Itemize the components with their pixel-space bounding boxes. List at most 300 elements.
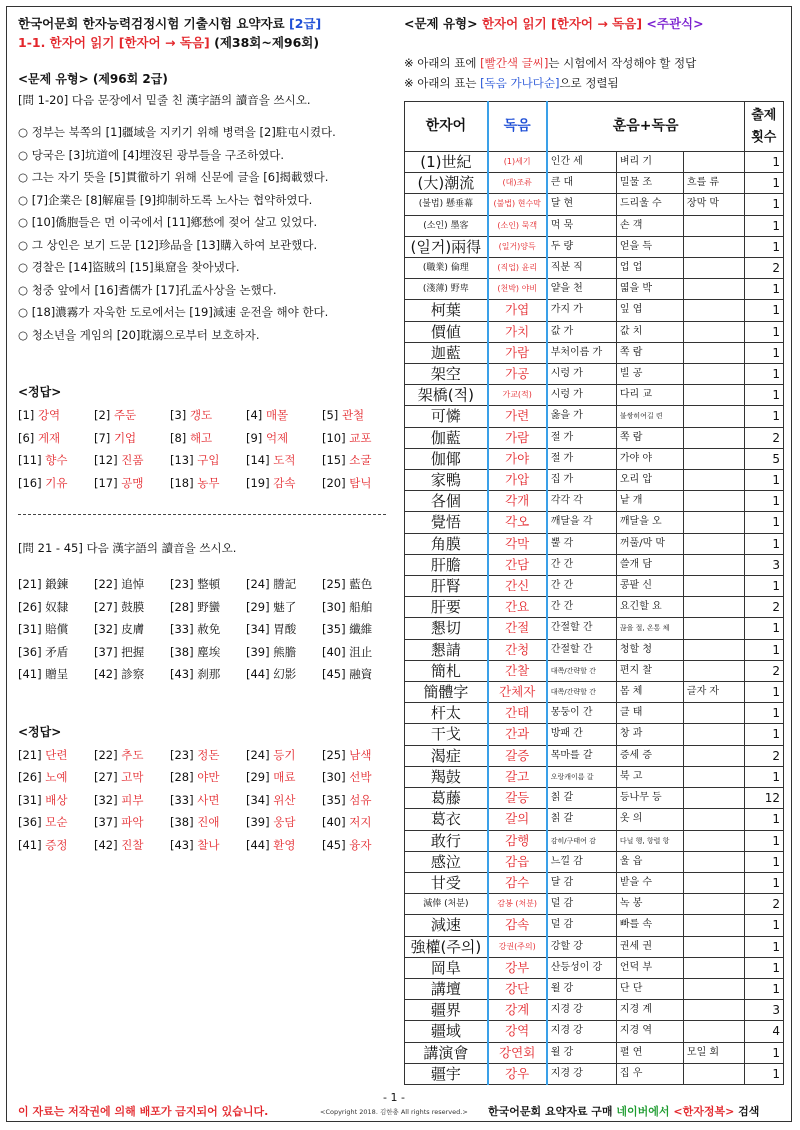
answer-item: [18, 427, 94, 450]
question-item: [170, 618, 246, 641]
cell-meaning-2: 업 업: [616, 258, 683, 279]
cell-reading: 감속: [488, 915, 547, 936]
cell-meaning-2: 지경 계: [616, 1000, 683, 1021]
table-row: [405, 766, 784, 787]
item-number: [37]: [94, 644, 118, 659]
item-answer: 환영: [273, 837, 296, 852]
cell-hanja: 強權(주의): [405, 936, 488, 957]
item-number: [1]: [18, 408, 35, 422]
answer-item: [170, 404, 246, 427]
cell-count: 1: [744, 364, 783, 385]
item-answer: 모순: [45, 815, 68, 829]
answer-item: [94, 404, 170, 427]
cell-count: 1: [744, 936, 783, 957]
item-number: [24]: [246, 747, 270, 762]
cell-reading: 간요: [488, 597, 547, 618]
cell-count: 1: [744, 915, 783, 936]
table-row: [405, 321, 784, 342]
cell-meaning-3: [683, 1063, 744, 1084]
item-answer: 융자: [349, 837, 372, 852]
cell-meaning-1: 강할 강: [547, 936, 617, 957]
header-meaning: 훈음+독음: [547, 102, 744, 152]
item-answer: 주둔: [113, 408, 137, 422]
item-number: [12]: [94, 453, 118, 467]
item-answer: 저지: [349, 815, 372, 829]
table-row: [405, 703, 784, 724]
cell-meaning-1: 방패 간: [547, 724, 617, 745]
cell-meaning-3: [683, 978, 744, 999]
header-reading: 독음: [488, 102, 547, 152]
item-number: [40]: [322, 644, 346, 659]
answer-item: [170, 811, 246, 834]
cell-meaning-3: 흐를 류: [683, 173, 744, 194]
item-answer: 게재: [37, 430, 61, 445]
question-item: [94, 618, 170, 641]
cell-meaning-2: 쪽 람: [616, 427, 683, 448]
item-answer: 관철: [341, 408, 365, 422]
item-number: [39]: [246, 815, 270, 829]
cell-meaning-3: [683, 512, 744, 533]
cell-meaning-3: [683, 830, 744, 851]
cell-count: 1: [744, 682, 783, 703]
table-row: [405, 470, 784, 491]
cell-count: 1: [744, 512, 783, 533]
table-row: [405, 788, 784, 809]
cell-meaning-3: [683, 1021, 744, 1042]
cell-reading: 강권(주의): [488, 936, 547, 957]
question-sentence: ○ 청소년을 게임의 [20]耽溺으로부터 보호하자.: [18, 327, 260, 342]
cell-hanja: 敢行: [405, 830, 488, 851]
item-number: [32]: [94, 792, 118, 807]
cell-meaning-1: 인간 세: [547, 152, 617, 173]
table-row: [405, 300, 784, 321]
answer-item: [246, 404, 322, 427]
item-number: [45]: [322, 667, 346, 681]
answer-item: [18, 766, 94, 789]
table-row: [405, 427, 784, 448]
cell-reading: 강연회: [488, 1042, 547, 1063]
cell-count: 2: [744, 258, 783, 279]
cell-reading: 감수: [488, 872, 547, 893]
cell-reading: 감읍: [488, 851, 547, 872]
item-answer: 농무: [197, 475, 220, 490]
cell-meaning-1: 간절할 간: [547, 618, 617, 639]
item-word: 赦免: [197, 622, 221, 636]
item-answer: 구입: [197, 453, 220, 467]
cell-hanja: 伽倻: [405, 448, 488, 469]
answer-item: [322, 472, 396, 495]
cell-meaning-3: [683, 342, 744, 363]
item-number: [3]: [170, 408, 187, 422]
cell-meaning-2: 낱 개: [616, 491, 683, 512]
cell-count: 1: [744, 576, 783, 597]
cell-meaning-3: [683, 618, 744, 639]
answer-item: [170, 834, 246, 857]
left-column: [18, 14, 396, 856]
cell-meaning-3: [683, 766, 744, 787]
item-number: [31]: [18, 622, 42, 636]
level-badge: [2급]: [289, 16, 322, 31]
cell-count: 1: [744, 724, 783, 745]
item-answer: 노예: [45, 770, 68, 784]
cell-count: 1: [744, 766, 783, 787]
item-number: [29]: [246, 599, 270, 614]
table-header-row: [405, 102, 784, 152]
item-word: 奴隸: [45, 599, 69, 614]
cell-count: 1: [744, 978, 783, 999]
cell-count: 2: [744, 894, 783, 915]
cell-count: 2: [744, 427, 783, 448]
cell-meaning-1: 오랑캐이름 갈: [547, 766, 617, 787]
question-item: [18, 573, 94, 596]
table-row: [405, 618, 784, 639]
table-row: [405, 894, 784, 915]
item-number: [38]: [170, 644, 194, 659]
purchase-text: 한국어문회 요약자료 구매: [488, 1105, 613, 1118]
cell-count: 3: [744, 554, 783, 575]
cell-meaning-3: [683, 851, 744, 872]
question-item: [246, 596, 322, 619]
cell-meaning-1: 각각 각: [547, 491, 617, 512]
cell-reading: 감행: [488, 830, 547, 851]
table-row: [405, 682, 784, 703]
item-word: 幻影: [273, 667, 297, 681]
cell-meaning-1: 산등성이 강: [547, 957, 617, 978]
cell-meaning-1: 두 량: [547, 236, 617, 257]
cell-meaning-3: [683, 300, 744, 321]
cell-meaning-2: 울 읍: [616, 851, 683, 872]
cell-meaning-2: 펼 연: [616, 1042, 683, 1063]
question-sentence: ○ [7]企業은 [8]解雇를 [9]抑制하도록 노사는 협약하였다.: [18, 192, 313, 207]
item-number: [41]: [18, 667, 42, 681]
cell-meaning-1: 직분 직: [547, 258, 617, 279]
item-answer: 단련: [45, 747, 68, 762]
item-number: [26]: [18, 770, 42, 784]
question-sentence: ○ 당국은 [3]坑道에 [4]埋沒된 광부들을 구조하였다.: [18, 147, 285, 162]
cell-meaning-2: 받을 수: [616, 872, 683, 893]
item-answer: 배상: [45, 792, 68, 807]
item-answer: 공맹: [121, 475, 144, 490]
question-item: [246, 641, 322, 664]
question-item: [170, 596, 246, 619]
cell-count: 1: [744, 300, 783, 321]
answer-item: [322, 811, 396, 834]
copyright-small: <Copyright 2018. 김한충 All rights reserved.>: [320, 1108, 468, 1116]
item-number: [34]: [246, 622, 270, 636]
cell-count: 3: [744, 1000, 783, 1021]
cell-meaning-2: 끊을 절, 온통 체: [616, 618, 683, 639]
item-answer: 야만: [197, 770, 220, 784]
cell-meaning-2: 몸 체: [616, 682, 683, 703]
item-word: 鍛鍊: [45, 577, 69, 591]
item-answer: 진애: [197, 815, 220, 829]
item-answer: 기업: [113, 430, 137, 445]
cell-meaning-1: 대쪽/간략할 간: [547, 660, 617, 681]
cell-meaning-3: [683, 576, 744, 597]
item-word: 塵埃: [197, 644, 221, 659]
cell-reading: (천박) 야비: [488, 279, 547, 300]
table-row: [405, 152, 784, 173]
cell-count: 1: [744, 703, 783, 724]
cell-reading: 가압: [488, 470, 547, 491]
section-title-main: 1-1. 한자어 읽기 [한자어 → 독음]: [18, 35, 210, 50]
cell-hanja: 可憐: [405, 406, 488, 427]
question-sentence: ○ 경찰은 [14]盜賊의 [15]巢窟을 찾아냈다.: [18, 260, 240, 274]
table-row: [405, 660, 784, 681]
cell-reading: 강단: [488, 978, 547, 999]
cell-meaning-2: 편지 찰: [616, 660, 683, 681]
item-number: [30]: [322, 599, 346, 614]
cell-meaning-3: [683, 724, 744, 745]
question-item: [18, 618, 94, 641]
table-row: [405, 957, 784, 978]
item-number: [22]: [94, 577, 118, 591]
cell-reading: 감봉 (처분): [488, 894, 547, 915]
purchase-info: [488, 1103, 759, 1119]
answer-item: [94, 811, 170, 834]
item-answer: 향수: [45, 453, 68, 467]
table-row: [405, 1000, 784, 1021]
cell-meaning-3: [683, 597, 744, 618]
cell-meaning-2: 다닐 행, 항렬 항: [616, 830, 683, 851]
item-number: [41]: [18, 837, 42, 852]
table-row: [405, 236, 784, 257]
item-number: [44]: [246, 837, 270, 852]
item-number: [31]: [18, 792, 42, 807]
cell-reading: 갈등: [488, 788, 547, 809]
item-number: [24]: [246, 577, 270, 591]
cell-reading: 간청: [488, 639, 547, 660]
item-answer: 파악: [121, 815, 144, 829]
cell-hanja: (大)潮流: [405, 173, 488, 194]
table-row: [405, 364, 784, 385]
item-answer: 증정: [45, 837, 68, 852]
cell-meaning-1: 감히/구태여 감: [547, 830, 617, 851]
cell-count: 1: [744, 872, 783, 893]
cell-meaning-2: 밀물 조: [616, 173, 683, 194]
item-number: [20]: [322, 475, 346, 490]
cell-meaning-3: [683, 152, 744, 173]
cell-hanja: (소인) 墨客: [405, 215, 488, 236]
cell-count: 1: [744, 321, 783, 342]
question-item: [246, 573, 322, 596]
question-item: [246, 618, 322, 641]
cell-count: 1: [744, 1042, 783, 1063]
cell-count: 1: [744, 851, 783, 872]
answer-item: [170, 789, 246, 812]
cell-count: 1: [744, 1063, 783, 1084]
cell-meaning-2: 쓸개 담: [616, 554, 683, 575]
cell-reading: 간신: [488, 576, 547, 597]
cell-count: 1: [744, 385, 783, 406]
answer-item: [18, 834, 94, 857]
question-sentence: ○ 정부는 북쪽의 [1]疆域을 지키기 위해 병력을 [2]駐屯시켰다.: [18, 125, 336, 139]
cell-reading: 간체자: [488, 682, 547, 703]
cell-meaning-2: 빌 공: [616, 364, 683, 385]
cell-count: 1: [744, 957, 783, 978]
table-row: [405, 830, 784, 851]
answer-item: [18, 404, 94, 427]
item-word: 鼓膜: [121, 599, 145, 614]
vocabulary-table: [404, 101, 784, 1085]
right-column: [404, 14, 788, 1083]
item-answer: 기유: [45, 475, 68, 490]
answer-item: [246, 472, 322, 495]
cell-reading: 각오: [488, 512, 547, 533]
right-title: [404, 14, 788, 34]
item-answer: 갱도: [189, 408, 213, 422]
question-item: [94, 663, 170, 686]
section-title: [18, 33, 396, 53]
answer-item: [18, 789, 94, 812]
cell-meaning-1: 간 간: [547, 597, 617, 618]
cell-count: 1: [744, 809, 783, 830]
question-item: [322, 573, 396, 596]
cell-meaning-1: 덜 감: [547, 915, 617, 936]
cell-hanja: 迦藍: [405, 342, 488, 363]
cell-meaning-2: 언덕 부: [616, 957, 683, 978]
item-number: [23]: [170, 577, 194, 591]
cell-meaning-2: 단 단: [616, 978, 683, 999]
item-number: [27]: [94, 599, 118, 614]
item-number: [42]: [94, 837, 118, 852]
cell-hanja: 葛藤: [405, 788, 488, 809]
cell-meaning-1: 간 간: [547, 576, 617, 597]
item-answer: 해고: [189, 430, 213, 445]
cell-meaning-1: 깨달을 각: [547, 512, 617, 533]
answer-item: [322, 404, 396, 427]
cell-hanja: 懇切: [405, 618, 488, 639]
cell-meaning-3: [683, 470, 744, 491]
table-row: [405, 342, 784, 363]
cell-meaning-2: 손 객: [616, 215, 683, 236]
cell-meaning-1: 큰 대: [547, 173, 617, 194]
item-word: 沮止: [349, 644, 373, 659]
answer-item: [170, 472, 246, 495]
cell-reading: 가람: [488, 427, 547, 448]
cell-count: 1: [744, 236, 783, 257]
item-number: [9]: [246, 430, 263, 445]
item-word: 胃酸: [273, 622, 297, 636]
question-sentence: ○ 그는 자기 뜻을 [5]貫徹하기 위해 신문에 글을 [6]揭載했다.: [18, 170, 329, 184]
item-number: [8]: [170, 430, 187, 445]
question-item: [170, 663, 246, 686]
cell-meaning-1: 지경 강: [547, 1021, 617, 1042]
cell-hanja: 價値: [405, 321, 488, 342]
item-answer: 웅담: [273, 815, 296, 829]
answer-item: [170, 449, 246, 472]
table-row: [405, 576, 784, 597]
item-answer: 도적: [273, 453, 296, 467]
cell-reading: 강부: [488, 957, 547, 978]
cell-hanja: 干戈: [405, 724, 488, 745]
question-item: [322, 596, 396, 619]
question2-grid: [18, 573, 396, 686]
question-item: [18, 641, 94, 664]
item-answer: 억제: [265, 430, 289, 445]
item-answer: 정돈: [197, 747, 220, 762]
cell-meaning-2: 빠를 속: [616, 915, 683, 936]
table-row: [405, 978, 784, 999]
cell-hanja: 減速: [405, 915, 488, 936]
item-number: [18]: [170, 475, 194, 490]
note2-tail: 으로 정렬됨: [559, 76, 619, 90]
item-word: 把握: [121, 644, 145, 659]
answer1-head: <정답>: [18, 385, 62, 399]
cell-meaning-2: 집 우: [616, 1063, 683, 1084]
cell-reading: (일거)양득: [488, 236, 547, 257]
cell-reading: 강우: [488, 1063, 547, 1084]
cell-meaning-3: [683, 894, 744, 915]
item-number: [35]: [322, 792, 346, 807]
answer-item: [94, 472, 170, 495]
cell-reading: 가람: [488, 342, 547, 363]
cell-reading: 갈고: [488, 766, 547, 787]
cell-meaning-3: [683, 788, 744, 809]
answer-item: [94, 449, 170, 472]
answer-item: [246, 744, 322, 767]
cell-meaning-3: [683, 236, 744, 257]
item-number: [11]: [18, 453, 42, 467]
cell-meaning-1: 지경 강: [547, 1000, 617, 1021]
cell-hanja: 簡體字: [405, 682, 488, 703]
cell-meaning-3: [683, 258, 744, 279]
cell-reading: 가교(적): [488, 385, 547, 406]
cell-meaning-1: 느낄 감: [547, 851, 617, 872]
answer-item: [246, 811, 322, 834]
cell-hanja: 伽藍: [405, 427, 488, 448]
cell-count: 1: [744, 215, 783, 236]
answer-item: [94, 834, 170, 857]
cell-meaning-2: 요긴할 요: [616, 597, 683, 618]
cell-meaning-1: 간 간: [547, 554, 617, 575]
answer-item: [246, 789, 322, 812]
cell-meaning-3: [683, 491, 744, 512]
cell-count: 1: [744, 342, 783, 363]
cell-hanja: (불법) 懸垂幕: [405, 194, 488, 215]
cell-hanja: 角膜: [405, 533, 488, 554]
purchase-site: 네이버에서: [616, 1105, 670, 1118]
table-row: [405, 533, 784, 554]
item-answer: 추도: [121, 747, 144, 762]
question-item: [18, 663, 94, 686]
cell-meaning-1: 달 현: [547, 194, 617, 215]
cell-reading: (1)세기: [488, 152, 547, 173]
cell-meaning-2: 권세 권: [616, 936, 683, 957]
question1-instruction: [問 1-20] 다음 문장에서 밑줄 친 漢字語의 讀音을 쓰시오.: [18, 93, 311, 107]
cell-meaning-3: [683, 279, 744, 300]
cell-meaning-3: 글자 자: [683, 682, 744, 703]
cell-meaning-3: [683, 448, 744, 469]
item-number: [4]: [246, 408, 263, 422]
item-number: [6]: [18, 430, 35, 445]
item-number: [27]: [94, 770, 118, 784]
table-row: [405, 385, 784, 406]
cell-meaning-1: 지경 강: [547, 1063, 617, 1084]
cell-meaning-3: [683, 385, 744, 406]
item-answer: 탐닉: [349, 475, 372, 490]
cell-reading: 강역: [488, 1021, 547, 1042]
cell-count: 1: [744, 639, 783, 660]
cell-hanja: 簡札: [405, 660, 488, 681]
item-number: [45]: [322, 837, 346, 852]
cell-meaning-1: 절 가: [547, 448, 617, 469]
answer-item: [246, 834, 322, 857]
table-row: [405, 1042, 784, 1063]
page-number: - 1 -: [383, 1091, 405, 1104]
dashed-divider: [18, 514, 386, 515]
title-text: 한국어문회 한자능력검정시험 기출시험 요약자료: [18, 16, 285, 31]
